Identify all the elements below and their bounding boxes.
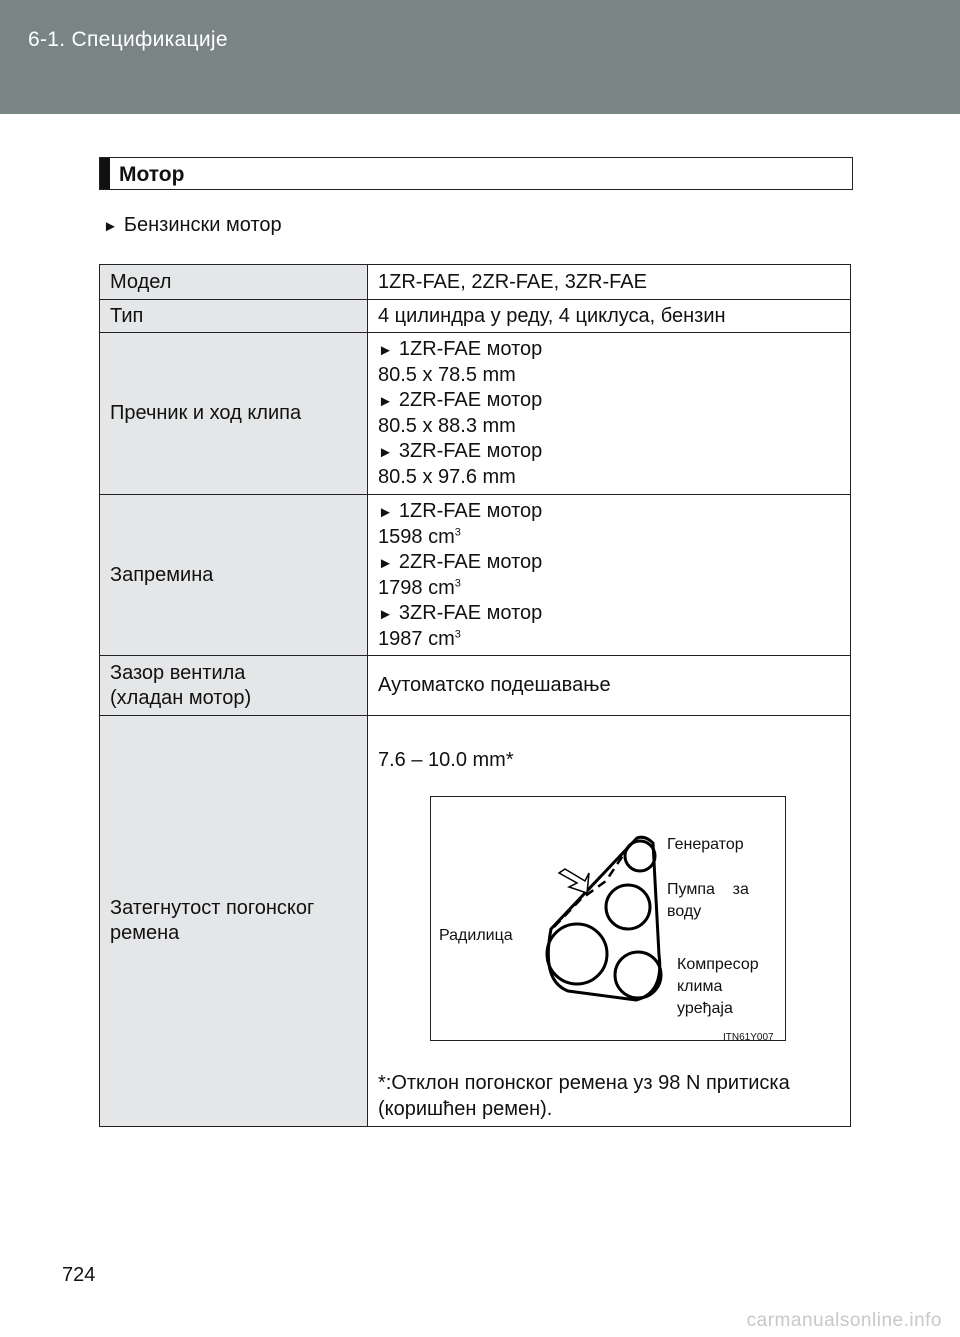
bore-stroke-value: 80.5 x 97.6 mm	[378, 466, 516, 488]
page-number: 724	[62, 1264, 96, 1286]
engine-subheading	[103, 214, 282, 237]
watermark: carmanualsonline.info	[746, 1310, 942, 1331]
bore-stroke-value: 80.5 x 78.5 mm	[378, 364, 516, 386]
bore-stroke-values	[368, 333, 851, 495]
valve-label-line: (хладан мотор)	[110, 686, 252, 709]
section-heading-bar	[99, 157, 853, 190]
table-row-bore-stroke	[100, 333, 851, 495]
engine-name: 2ZR-FAE мотор	[398, 389, 543, 411]
table-row-valve-clearance	[100, 656, 851, 716]
belt-tension-value: 7.6 – 10.0 mm*	[378, 749, 514, 771]
footnote-line: *:Отклон погонског ремена уз 98 N притиска	[378, 1072, 790, 1094]
triangle-marker-icon: ►	[103, 218, 118, 235]
triangle-marker-icon: ►	[378, 342, 393, 359]
displacement-value	[378, 576, 840, 601]
unit-exponent: 3	[454, 627, 461, 640]
displacement-label: Запремина	[100, 495, 368, 656]
list-item	[378, 337, 840, 363]
triangle-marker-icon: ►	[378, 554, 393, 572]
subheading-text: Бензински мотор	[123, 214, 282, 236]
model-label: Модел	[100, 265, 368, 300]
table-row-type	[100, 300, 851, 333]
table-row-displacement	[100, 495, 851, 656]
bore-stroke-label: Пречник и ход клипа	[100, 333, 368, 495]
displacement-value	[378, 627, 840, 652]
engine-name: 3ZR-FAE мотор	[398, 440, 543, 462]
arrow-icon	[559, 869, 589, 893]
engine-name: 3ZR-FAE мотор	[398, 601, 543, 624]
table-row-model	[100, 265, 851, 300]
unit: cm	[428, 576, 455, 599]
unit-exponent: 3	[454, 576, 461, 589]
list-item	[378, 601, 840, 627]
displacement-values	[368, 495, 851, 656]
ac-compressor-label-line: уређаја	[677, 1000, 733, 1017]
chapter-title: 6-1. Спецификације	[28, 28, 228, 51]
generator-label: Генератор	[667, 836, 744, 853]
unit: cm	[428, 525, 455, 548]
engine-name: 1ZR-FAE мотор	[398, 499, 543, 522]
section-title: Мотор	[119, 163, 185, 186]
water-pump-pulley	[606, 885, 650, 929]
model-value: 1ZR-FAE, 2ZR-FAE, 3ZR-FAE	[368, 265, 851, 300]
belt-label-line: Затегнутост погонског	[110, 897, 315, 919]
valve-clearance-value: Аутоматско подешавање	[368, 656, 851, 716]
crankshaft-pulley	[547, 924, 607, 984]
section-heading-tab	[100, 158, 110, 189]
belt-footnote	[378, 1070, 790, 1122]
list-item	[378, 388, 840, 414]
ac-compressor-label-line: клима	[677, 978, 723, 995]
engine-name: 2ZR-FAE мотор	[398, 550, 543, 573]
valve-clearance-label	[100, 656, 368, 716]
valve-label-line: Зазор вентила	[110, 661, 246, 684]
type-label: Тип	[100, 300, 368, 333]
bore-stroke-value: 80.5 x 88.3 mm	[378, 415, 516, 437]
belt-tension-cell	[368, 716, 851, 1127]
displacement-value	[378, 525, 840, 550]
triangle-marker-icon: ►	[378, 393, 393, 410]
displacement-number: 1598	[378, 525, 423, 548]
list-item	[378, 439, 840, 465]
table-row-belt-tension	[100, 716, 851, 1127]
water-pump-label-line: воду	[667, 903, 702, 920]
triangle-marker-icon: ►	[378, 444, 393, 461]
footnote-line: (коришћен ремен).	[378, 1098, 553, 1120]
displacement-number: 1798	[378, 576, 423, 599]
displacement-number: 1987	[378, 627, 423, 650]
triangle-marker-icon: ►	[378, 503, 393, 521]
diagram-code: ITN61Y007	[723, 1032, 774, 1043]
list-item	[378, 499, 840, 525]
unit: cm	[428, 627, 455, 650]
engine-spec-table	[99, 264, 851, 1127]
engine-name: 1ZR-FAE мотор	[398, 338, 543, 360]
water-pump-label-line: Пумпа за	[667, 881, 749, 898]
belt-diagram	[430, 796, 786, 1041]
ac-compressor-pulley	[615, 952, 661, 998]
triangle-marker-icon: ►	[378, 605, 393, 623]
type-value: 4 цилиндра у реду, 4 циклуса, бензин	[368, 300, 851, 333]
unit-exponent: 3	[454, 525, 461, 538]
ac-compressor-label-line: Компресор	[677, 956, 759, 973]
header-band	[0, 0, 960, 114]
list-item	[378, 550, 840, 576]
belt-label-line: ремена	[110, 922, 180, 944]
drive-belt	[548, 837, 659, 1000]
crankshaft-label: Радилица	[439, 927, 513, 944]
belt-tension-label	[100, 716, 368, 1127]
